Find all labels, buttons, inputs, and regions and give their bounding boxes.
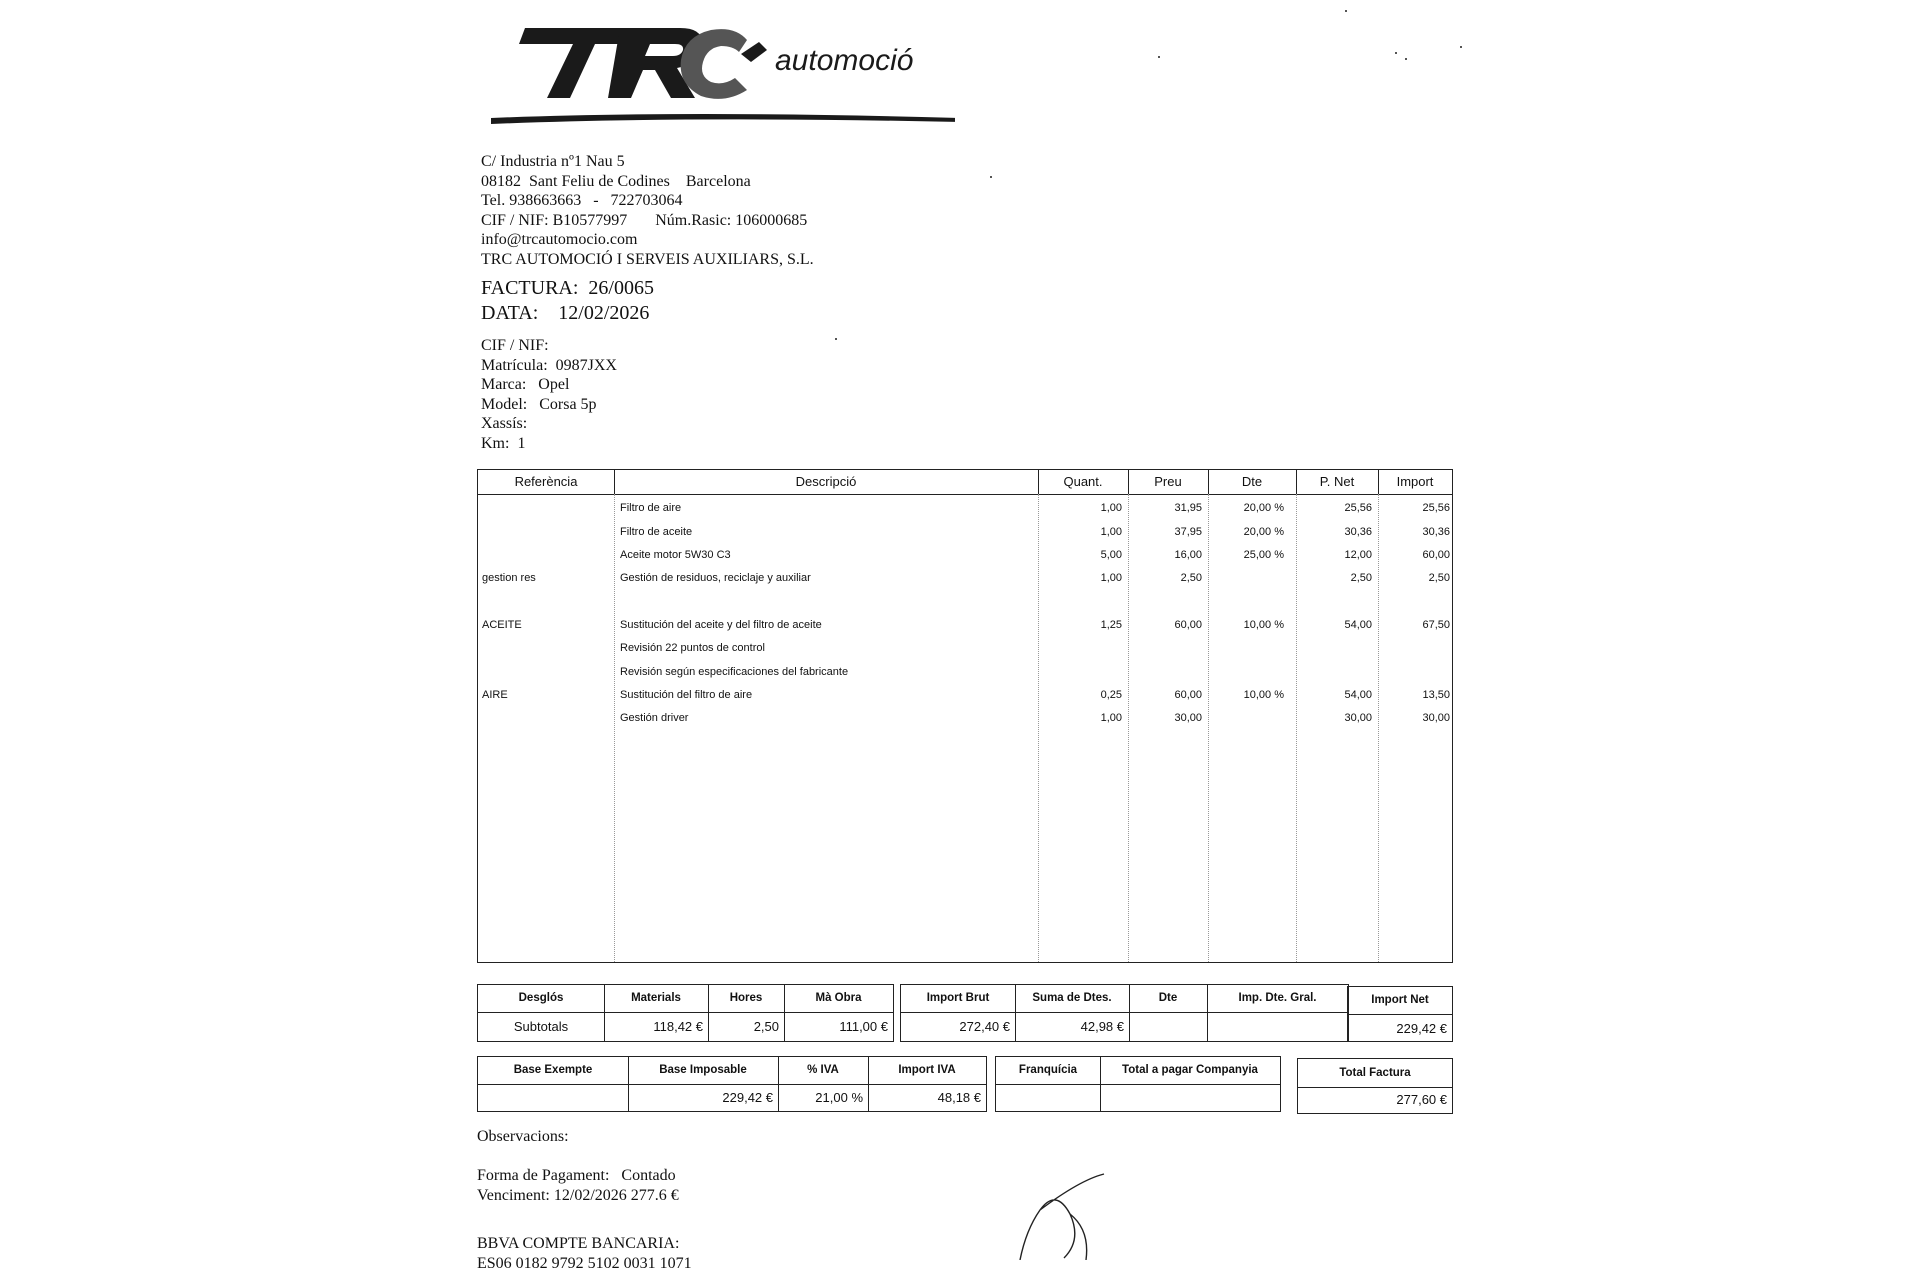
customer-cif: CIF / NIF: <box>481 337 549 354</box>
column-divider <box>1296 470 1297 494</box>
observations-label: Observacions: <box>477 1128 569 1145</box>
import-brut-value: 272,40 € <box>959 1019 1010 1034</box>
row-reference: ACEITE <box>482 619 522 631</box>
gross-box <box>900 984 1349 1042</box>
vehicle-info <box>481 336 617 454</box>
scan-speck <box>835 338 837 340</box>
row-description: Filtro de aire <box>620 502 682 514</box>
row-quantity: 1,00 <box>1100 572 1122 584</box>
table-row <box>478 498 1452 521</box>
bank-title: BBVA COMPTE BANCARIA: <box>477 1235 680 1252</box>
row-price: 60,00 <box>1174 689 1202 701</box>
row-discount: 20,00 % <box>1243 502 1284 514</box>
table-row <box>478 685 1452 708</box>
table-row <box>478 638 1452 661</box>
table-row <box>478 522 1452 545</box>
row-quantity: 1,00 <box>1100 526 1122 538</box>
row-price: 37,95 <box>1174 526 1202 538</box>
row-description: Revisión 22 puntos de control <box>620 642 765 654</box>
company-legal-name: TRC AUTOMOCIÓ I SERVEIS AUXILIARS, S.L. <box>481 250 814 268</box>
row-discount: 20,00 % <box>1243 526 1284 538</box>
row-reference: AIRE <box>482 689 508 701</box>
scan-speck <box>990 176 992 178</box>
row-net-price: 54,00 <box>1344 689 1372 701</box>
row-import: 60,00 <box>1422 549 1450 561</box>
vehicle-plate: Matrícula: 0987JXX <box>481 356 617 374</box>
breakdown-header: Desglós <box>518 992 564 1004</box>
vat-amount-value: 48,18 € <box>937 1090 981 1105</box>
import-net-box <box>1347 986 1453 1042</box>
address-line2: 08182 Sant Feliu de Codines Barcelona <box>481 172 751 190</box>
column-divider <box>1038 470 1039 494</box>
row-price: 31,95 <box>1174 502 1202 514</box>
row-description: Gestión driver <box>620 712 689 724</box>
row-net-price: 25,56 <box>1344 502 1372 514</box>
row-description: Aceite motor 5W30 C3 <box>620 549 731 561</box>
row-net-price: 30,00 <box>1344 712 1372 724</box>
subtotals-label: Subtotals <box>513 1019 569 1034</box>
row-price: 16,00 <box>1174 549 1202 561</box>
row-discount: 10,00 % <box>1243 689 1284 701</box>
vehicle-brand: Marca: Opel <box>481 376 570 394</box>
labour-value: 111,00 € <box>839 1019 888 1034</box>
row-description: Filtro de aceite <box>620 526 693 538</box>
hours-value: 2,50 <box>753 1019 779 1034</box>
table-row <box>478 615 1452 638</box>
table-row <box>478 708 1452 731</box>
row-import: 30,36 <box>1422 526 1450 538</box>
row-price: 30,00 <box>1174 712 1202 724</box>
column-divider <box>614 470 615 494</box>
tax-box <box>477 1056 987 1112</box>
row-discount: 10,00 % <box>1243 619 1284 631</box>
table-row <box>478 568 1452 591</box>
row-reference: gestion res <box>482 572 536 584</box>
company-email: info@trcautomocio.com <box>481 231 638 249</box>
invoice-header <box>481 276 654 326</box>
row-description: Sustitución del aceite y del filtro de aceite <box>620 619 822 631</box>
hours-header: Hores <box>729 992 763 1004</box>
column-divider <box>1128 470 1129 494</box>
row-net-price: 54,00 <box>1344 619 1372 631</box>
breakdown-box <box>477 984 894 1042</box>
due-date: Venciment: 12/02/2026 277.6 € <box>477 1187 679 1204</box>
discount-header: Dte <box>1158 992 1178 1004</box>
row-price: 60,00 <box>1174 619 1202 631</box>
total-value: 277,60 € <box>1396 1092 1447 1107</box>
payment-method: Forma de Pagament: Contado <box>477 1167 676 1184</box>
row-import: 30,00 <box>1422 712 1450 724</box>
taxable-base-value: 229,42 € <box>722 1090 773 1105</box>
row-import: 2,50 <box>1428 572 1450 584</box>
scan-speck <box>1460 46 1462 48</box>
row-net-price: 30,36 <box>1344 526 1372 538</box>
row-quantity: 5,00 <box>1100 549 1122 561</box>
table-header <box>478 470 1452 495</box>
base-exempt-header: Base Exempte <box>513 1064 593 1076</box>
header-price: Preu <box>1154 474 1182 489</box>
trc-logo-icon <box>485 14 955 132</box>
row-discount: 25,00 % <box>1243 549 1284 561</box>
invoice-number: FACTURA: 26/0065 <box>481 277 654 299</box>
row-description: Gestión de residuos, reciclaje y auxiliar <box>620 572 811 584</box>
row-divider <box>996 1084 1280 1085</box>
header-description: Descripció <box>795 474 857 489</box>
table-row <box>478 662 1452 685</box>
column-divider <box>1378 470 1379 494</box>
taxable-base-header: Base Imposable <box>659 1064 747 1076</box>
header-reference: Referència <box>514 474 578 489</box>
signature-icon <box>1000 1170 1140 1260</box>
table-row <box>478 591 1452 614</box>
address-line1: C/ Industria nº1 Nau 5 <box>481 153 625 170</box>
insurer-box <box>995 1056 1281 1112</box>
deductible-header: Franquícia <box>1018 1064 1078 1076</box>
row-import: 25,56 <box>1422 502 1450 514</box>
row-description: Revisión según especificaciones del fabricante <box>620 666 849 678</box>
scan-speck <box>1158 56 1160 58</box>
import-net-value: 229,42 € <box>1396 1021 1447 1036</box>
vat-rate-header: % IVA <box>807 1064 839 1076</box>
svg-text:automoció: automoció <box>775 44 914 77</box>
vehicle-chassis: Xassís: <box>481 415 528 433</box>
row-import: 67,50 <box>1422 619 1450 631</box>
header-quantity: Quant. <box>1063 474 1103 489</box>
bank-iban: ES06 0182 9792 5102 0031 1071 <box>477 1255 692 1272</box>
insurer-total-header: Total a pagar Companyia <box>1122 1064 1258 1076</box>
materials-header: Materials <box>631 992 681 1004</box>
company-address <box>481 152 814 270</box>
company-phone: Tel. 938663663 - 722703064 <box>481 192 683 210</box>
row-quantity: 1,00 <box>1100 502 1122 514</box>
header-import: Import <box>1396 474 1434 489</box>
scan-speck <box>1405 58 1407 60</box>
import-net-header: Import Net <box>1371 994 1429 1006</box>
scan-speck <box>1345 10 1347 12</box>
import-brut-header: Import Brut <box>926 992 990 1004</box>
table-row <box>478 545 1452 568</box>
header-net-price: P. Net <box>1319 474 1355 489</box>
total-box <box>1297 1058 1453 1114</box>
row-net-price: 2,50 <box>1350 572 1372 584</box>
row-net-price: 12,00 <box>1344 549 1372 561</box>
vehicle-model: Model: Corsa 5p <box>481 395 597 413</box>
header-discount: Dte <box>1241 474 1263 489</box>
scan-speck <box>1395 52 1397 54</box>
row-quantity: 1,25 <box>1100 619 1122 631</box>
row-price: 2,50 <box>1180 572 1202 584</box>
row-quantity: 1,00 <box>1100 712 1122 724</box>
materials-value: 118,42 € <box>653 1019 703 1034</box>
vat-amount-header: Import IVA <box>898 1064 956 1076</box>
discount-sum-value: 42,98 € <box>1080 1019 1124 1034</box>
general-discount-header: Imp. Dte. Gral. <box>1238 992 1317 1004</box>
row-quantity: 0,25 <box>1100 689 1122 701</box>
vat-rate-value: 21,00 % <box>815 1090 863 1105</box>
vehicle-km: Km: 1 <box>481 434 526 452</box>
row-description: Sustitución del filtro de aire <box>620 689 753 701</box>
column-divider <box>1208 470 1209 494</box>
labour-header: Mà Obra <box>815 992 862 1004</box>
total-header: Total Factura <box>1339 1067 1411 1079</box>
company-logo <box>485 14 955 132</box>
row-import: 13,50 <box>1422 689 1450 701</box>
discount-sum-header: Suma de Dtes. <box>1032 992 1112 1004</box>
invoice-lines-table <box>477 469 1453 963</box>
company-tax-id: CIF / NIF: B10577997 Núm.Rasic: 106000685 <box>481 211 808 229</box>
invoice-date: DATA: 12/02/2026 <box>481 302 650 324</box>
